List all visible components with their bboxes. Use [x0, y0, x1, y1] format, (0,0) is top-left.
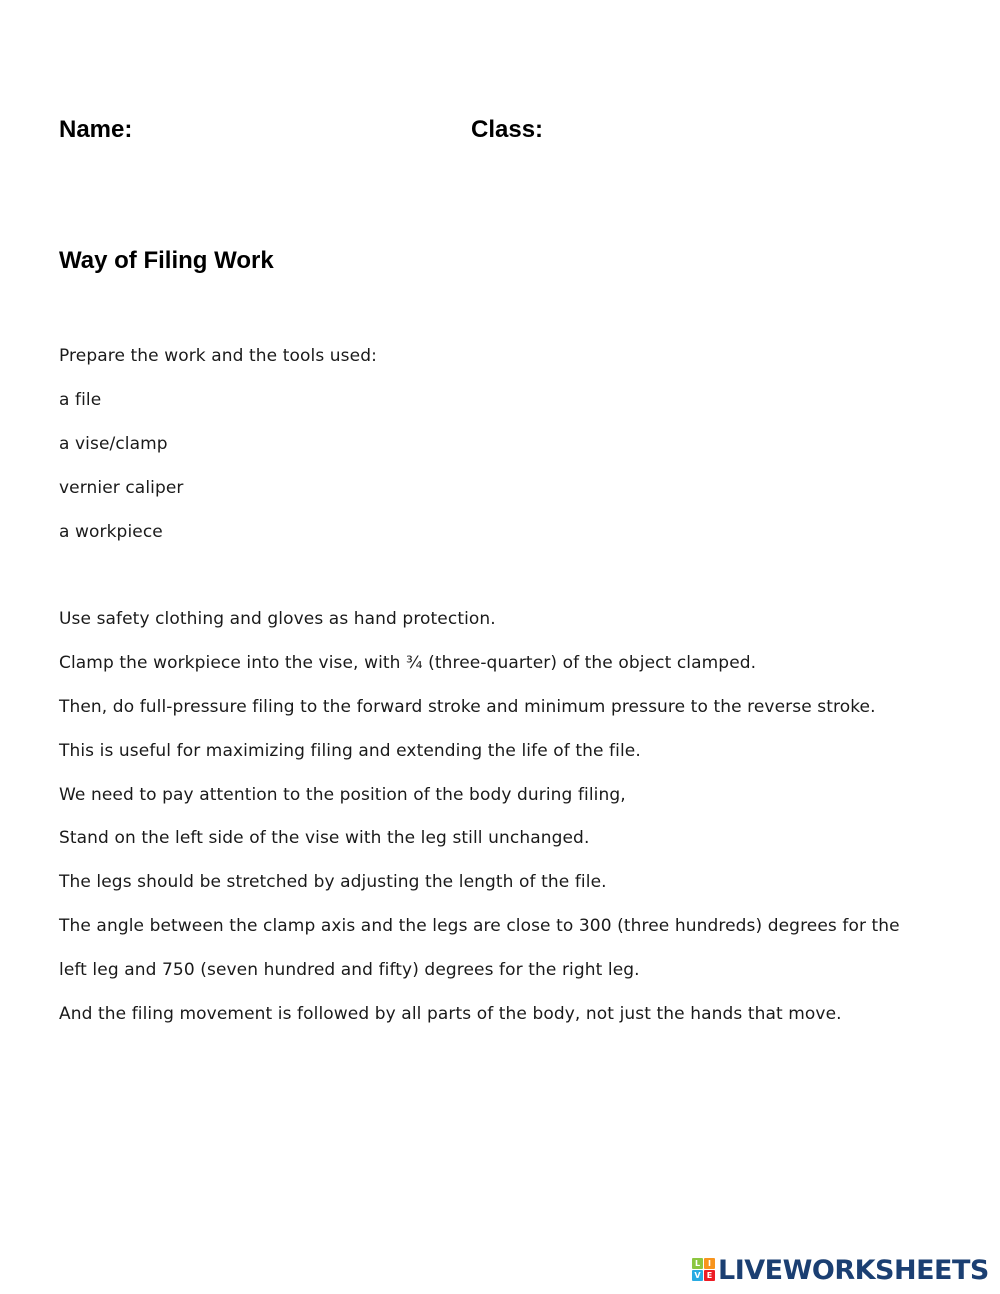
step-line: Then, do full-pressure filing to the forward stroke and minimum pressure to the reverse stroke. [59, 697, 876, 717]
tool-item: a workpiece [59, 522, 163, 542]
class-label: Class: [471, 116, 544, 143]
liveworksheets-logo [692, 1255, 989, 1285]
step-line: Clamp the workpiece into the vise, with ¾ (three-quarter) of the object clamped. [59, 653, 757, 673]
step-line: The legs should be stretched by adjusting the length of the file. [59, 872, 607, 892]
logo-wordmark: LIVEWORKSHEETS [718, 1254, 989, 1286]
tools-intro: Prepare the work and the tools used: [59, 346, 377, 366]
page-title: Way of Filing Work [59, 247, 274, 274]
tool-item: vernier caliper [59, 478, 184, 498]
tool-item: a vise/clamp [59, 434, 168, 454]
step-line: This is useful for maximizing filing and extending the life of the file. [59, 741, 641, 761]
step-line: And the filing movement is followed by all parts of the body, not just the hands that move. [59, 1004, 842, 1024]
step-line: Stand on the left side of the vise with the leg still unchanged. [59, 828, 590, 848]
step-line: Use safety clothing and gloves as hand protection. [59, 609, 496, 629]
step-line: left leg and 750 (seven hundred and fifty) degrees for the right leg. [59, 960, 640, 980]
step-line: We need to pay attention to the position of the body during filing, [59, 785, 626, 805]
header-row [59, 116, 939, 148]
step-line: The angle between the clamp axis and the legs are close to 300 (three hundreds) degrees for the [59, 916, 900, 936]
name-label: Name: [59, 116, 133, 143]
liveworksheets-logo-icon: L I V E [692, 1258, 716, 1282]
tool-item: a file [59, 390, 102, 410]
